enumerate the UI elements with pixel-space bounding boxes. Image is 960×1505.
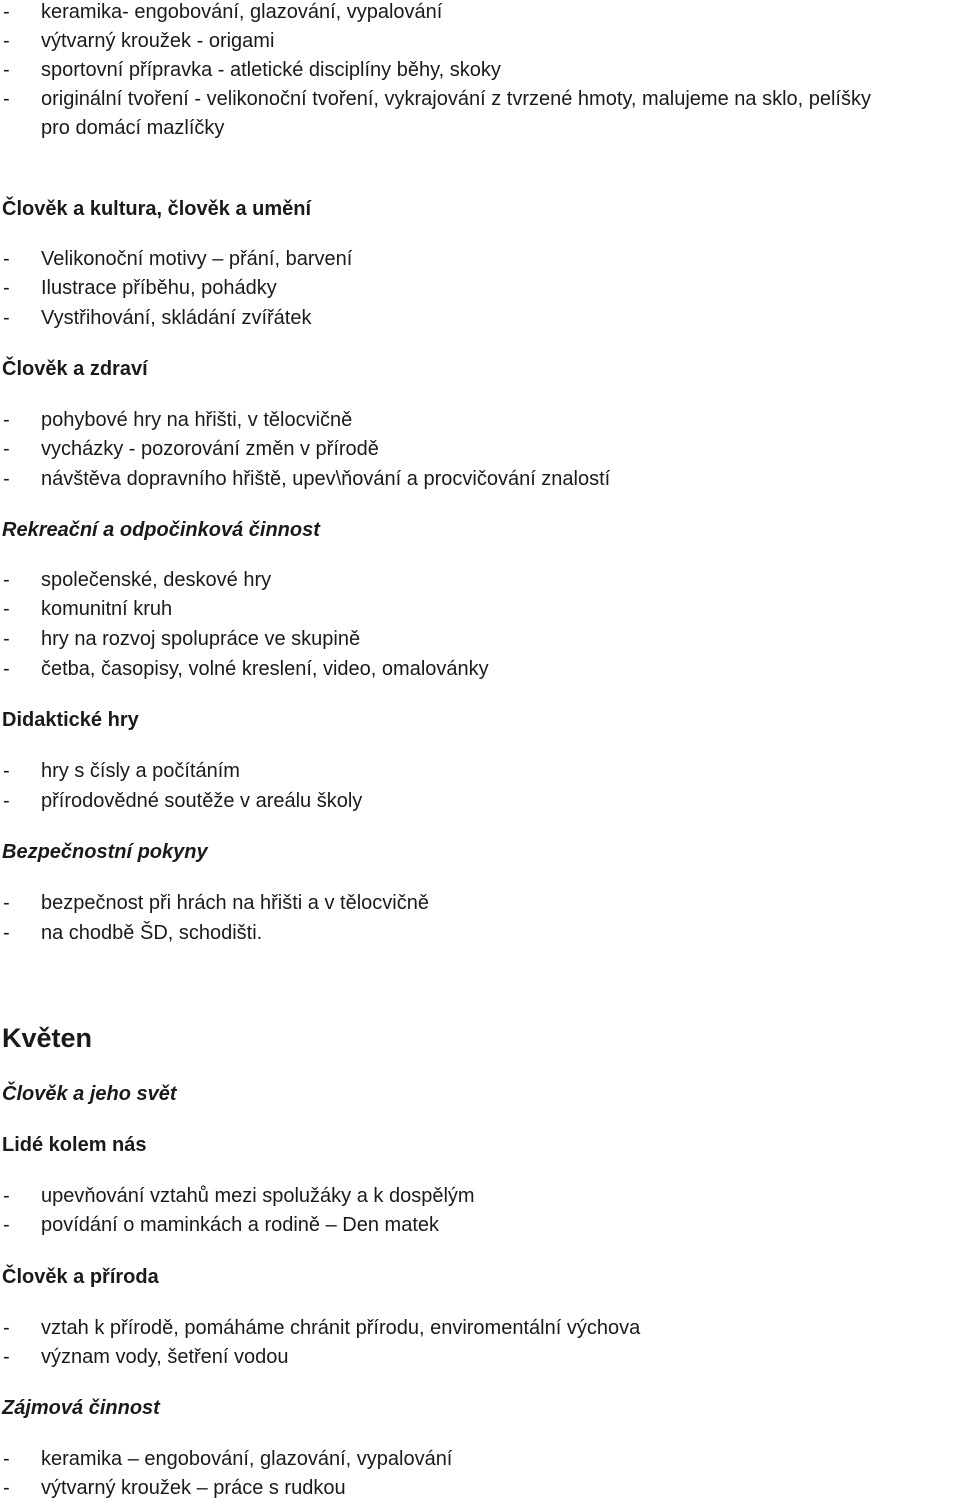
bullet-dash: -	[3, 438, 10, 460]
bullet-dash: -	[3, 88, 10, 110]
bullet-dash: -	[3, 59, 10, 81]
bullet-dash: -	[3, 1185, 10, 1207]
list-item-text: četba, časopisy, volné kreslení, video, omalovánky	[41, 658, 489, 680]
list-item-text: výtvarný kroužek - origami	[41, 30, 275, 52]
list-item-text: přírodovědné soutěže v areálu školy	[41, 790, 363, 812]
bullet-dash: -	[3, 1346, 10, 1368]
list-item-text: výtvarný kroužek – práce s rudkou	[41, 1477, 346, 1499]
list-item-text: komunitní kruh	[41, 598, 173, 620]
bullet-dash: -	[3, 1214, 10, 1236]
bullet-dash: -	[3, 658, 10, 680]
bullet-dash: -	[3, 569, 10, 591]
bullet-dash: -	[3, 892, 10, 914]
list-item-text: hry s čísly a počítáním	[41, 760, 240, 782]
bullet-dash: -	[3, 307, 10, 329]
bullet-dash: -	[3, 598, 10, 620]
bullet-dash: -	[3, 409, 10, 431]
list-item-text: význam vody, šetření vodou	[41, 1346, 289, 1368]
month-heading: Květen	[2, 1023, 93, 1053]
list-item-continuation: pro domácí mazlíčky	[41, 117, 225, 139]
list-item-text: návštěva dopravního hřiště, upev\ňování a procvičování znalostí	[41, 468, 611, 490]
list-item-text: vztah k přírodě, pomáháme chránit přírodu, enviromentální výchova	[41, 1317, 641, 1339]
bullet-dash: -	[3, 628, 10, 650]
list-item-text: pohybové hry na hřišti, v tělocvičně	[41, 409, 353, 431]
list-item-text: keramika- engobování, glazování, vypalování	[41, 1, 443, 23]
bullet-dash: -	[3, 760, 10, 782]
bullet-dash: -	[3, 1317, 10, 1339]
section-heading: Člověk a kultura, člověk a umění	[2, 198, 312, 220]
bullet-dash: -	[3, 30, 10, 52]
list-item-text: Velikonoční motivy – přání, barvení	[41, 248, 353, 270]
section-heading: Člověk a jeho svět	[2, 1083, 177, 1105]
list-item-text: keramika – engobování, glazování, vypalování	[41, 1448, 453, 1470]
section-heading: Zájmová činnost	[2, 1397, 160, 1419]
section-heading: Člověk a zdraví	[2, 358, 148, 380]
bullet-dash: -	[3, 790, 10, 812]
list-item-text: Ilustrace příběhu, pohádky	[41, 277, 277, 299]
section-heading: Rekreační a odpočinková činnost	[2, 519, 320, 541]
bullet-dash: -	[3, 248, 10, 270]
section-heading: Člověk a příroda	[2, 1266, 159, 1288]
bullet-dash: -	[3, 1, 10, 23]
section-heading: Didaktické hry	[2, 709, 139, 731]
bullet-dash: -	[3, 277, 10, 299]
bullet-dash: -	[3, 1448, 10, 1470]
list-item-text: upevňování vztahů mezi spolužáky a k dospělým	[41, 1185, 475, 1207]
list-item-text: vycházky - pozorování změn v přírodě	[41, 438, 379, 460]
section-heading: Bezpečnostní pokyny	[2, 841, 208, 863]
list-item-text: sportovní přípravka - atletické disciplíny běhy, skoky	[41, 59, 501, 81]
list-item-text: na chodbě ŠD, schodišti.	[41, 922, 263, 944]
list-item-text: originální tvoření - velikonoční tvoření, vykrajování z tvrzené hmoty, malujeme na sklo, pelíšky	[41, 88, 871, 110]
bullet-dash: -	[3, 922, 10, 944]
bullet-dash: -	[3, 1477, 10, 1499]
list-item-text: bezpečnost při hrách na hřišti a v tělocvičně	[41, 892, 429, 914]
list-item-text: společenské, deskové hry	[41, 569, 272, 591]
list-item-text: povídání o maminkách a rodině – Den matek	[41, 1214, 439, 1236]
section-heading: Lidé kolem nás	[2, 1134, 147, 1156]
list-item-text: Vystřihování, skládání zvířátek	[41, 307, 312, 329]
list-item-text: hry na rozvoj spolupráce ve skupině	[41, 628, 361, 650]
bullet-dash: -	[3, 468, 10, 490]
